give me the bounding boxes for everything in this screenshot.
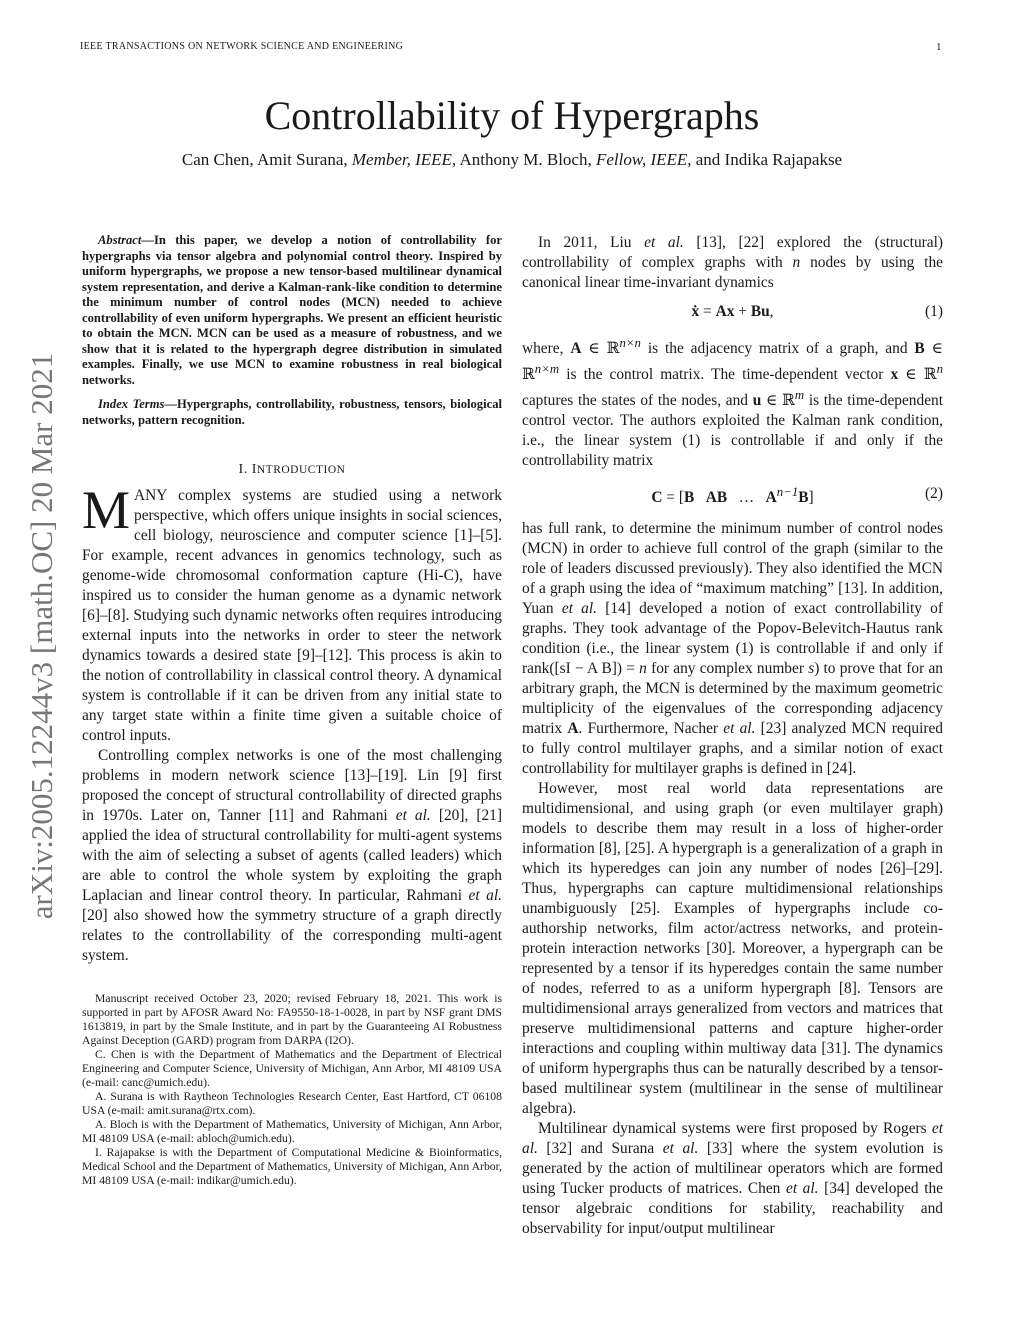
right-paragraph-2: where, A ∈ ℝ$^{n\times n}$ is the adjacency matrix of a graph, and B ∈ ℝ$^{n\times m}$ is the control matrix. The time-dependent vector x ∈ ℝ$^n$ captures the states of the nodes, and u ∈ ℝ$^m$ is the time-dependent control vector. The authors exploited the Kalman rank condition, i.e., the linear system (1) is controllable if and only if the controllability matrix (522, 336, 943, 470)
index-terms-text: —Hypergraphs, controllability, robustness, tensors, biological networks, pattern recognition. (82, 397, 502, 427)
index-terms-label: Index Terms (98, 397, 165, 411)
equation-2: C = [B AB … $A^{n-1}B$] (2) (651, 485, 943, 507)
right-column (522, 233, 943, 1239)
footnote-manuscript: Manuscript received October 23, 2020; revised February 18, 2021. This work is supported in part by AFOSR Award No: FA9550-18-1-0028, in part by NSF grant DMS 1613819, in part by the Smale Institute, and in part by the Guaranteeing AI Robustness Against Deception (GARD) program from DARPA (I2O). (82, 992, 502, 1047)
section-heading-introduction: I. INTRODUCTION (238, 462, 346, 477)
left-column (82, 233, 502, 1188)
right-paragraph-5: Multilinear dynamical systems were first proposed by Rogers et al. [32] and Surana et al. [33] where the system evolution is generated by the action of multilinear operators which are formed using Tucker products of matrices. Chen et al. [34] developed the tensor algebraic conditions for stability, reachability and observability for input/output multilinear (522, 1120, 944, 1238)
footnote-surana: A. Surana is with Raytheon Technologies Research Center, East Hartford, CT 06108 USA (e-mail: amit.surana@rtx.com). (82, 1090, 502, 1117)
author-role2: Fellow, IEEE, (595, 150, 692, 169)
right-paragraph-3: has full rank, to determine the minimum number of control nodes (MCN) in order to achieve full control of the graph (similar to the role of leaders discussed previously). They also identified the MCN of a graph using the idea of “maximum matching” [13]. In addition, Yuan et al. [14] developed a notion of exact controllability of graphs. They took advantage of the Popov-Belevitch-Hautus rank condition (i.e., the linear system (1) is controllable if and only if rank([sI − A B]) = n for any complex number s) to prove that for an arbitrary graph, the MCN is determined by the maximum geometric multiplicity of the eigenvalues of the corresponding adjacency matrix A. Furthermore, Nacher et al. [23] analyzed MCN required to fully control multilayer graphs, and a similar notion of exact controllability for multilayer graphs is defined in [24]. (522, 520, 944, 778)
index-terms (82, 397, 502, 428)
author-role1: Member, IEEE, (351, 150, 457, 169)
paper-title: Controllability of Hypergraphs (264, 93, 760, 138)
footnotes (82, 992, 502, 1188)
equation-1: ẋ = Ax + Bu, (1) (691, 303, 943, 320)
intro-paragraph-2: Controlling complex networks is one of the most challenging problems in modern network science [13]–[19]. Lin [9] first proposed the concept of structural controllability of directed graphs in 1970s. Later on, Tanner [11] and Rahmani et al. [20], [21] applied the idea of structural controllability for multi-agent systems with the aim of selecting a subset of agents (called leaders) which are able to control the whole system by exploiting the graph Laplacian and linear control theory. In particular, Rahmani et al. [20] also showed how the symmetry structure of a graph directly relates to the controllability of the corresponding multi-agent system. (82, 747, 503, 964)
abstract-text: —In this paper, we develop a notion of controllability for hypergraphs via tensor algebra and polynomial control theory. Inspired by uniform hypergraphs, we propose a new tensor-based multilinear dynamical system representation, and derive a Kalman-rank-like condition to determine the minimum number of control nodes (MCN) needed to achieve controllability of even uniform hypergraphs. We present an efficient heuristic to obtain the MCN. MCN can be used as a measure of robustness, and we show that it is related to the hypergraph degree distribution in simulated examples. Finally, we use MCN to examine robustness in real biological networks. (82, 233, 502, 387)
footnote-rajapakse: I. Rajapakse is with the Department of Computational Medicine & Bioinformatics, Medical School and the Department of Mathematics, University of Michigan, Ann Arbor, MI 48109 USA (e-mail: indikar@umich.edu). (82, 1146, 502, 1187)
authors-part2: Anthony M. Bloch, (459, 150, 592, 169)
right-paragraph-1: In 2011, Liu et al. [13], [22] explored the (structural) controllability of complex graphs with n nodes by using the canonical linear time-invariant dynamics (522, 234, 944, 291)
intro-paragraph-1: MANY complex systems are studied using a network perspective, which offers unique insights in social sciences, cell biology, neuroscience and computer science [1]–[5]. For example, recent advances in genomics technology, such as genome-wide chromosomal conformation capture (Hi-C), have inspired us to consider the human genome as a dynamic network [6]–[8]. Studying such dynamic networks often requires introducing external inputs into the networks in order to steer the network dynamics towards a desired state [9]–[12]. This process is akin to the notion of controllability in classical control theory. A dynamical system is controllable if it can be driven from any initial state to any target state within a finite time given a suitable choice of control inputs. (82, 480, 502, 744)
authors-part1: Can Chen, Amit Surana, (181, 150, 348, 169)
drop-cap: M (82, 480, 131, 540)
right-paragraph-4: However, most real world data representations are multidimensional, and using graph (or even multilayer graph) models to describe them may result in a loss of higher-order information [8], [25]. A hypergraph is a generalization of a graph in which its hyperedges can join any number of nodes [26]–[29]. Thus, hypergraphs can capture multidimensional relationships unambiguously [25]. Examples of hypergraphs include co-authorship networks, film actor/actress networks, and protein-protein interaction networks [30]. Moreover, a hypergraph can be represented by a tensor if its hyperedges contain the same number of nodes, referred to as a uniform hypergraph [8]. Tensors are multidimensional arrays generalized from vectors and matrices that preserve multidimensional patterns and capture higher-order interactions and coupling within multiway data [31]. The dynamics of uniform hypergraphs thus can be naturally described by a tensor-based multilinear system (multilinear in the sense of multilinear algebra). (522, 780, 943, 1118)
arxiv-stamp: arXiv:2005.12244v3 [math.OC] 20 Mar 2021 (24, 352, 59, 920)
abstract (82, 233, 502, 388)
running-header: IEEE TRANSACTIONS ON NETWORK SCIENCE AND ENGINEERING (80, 41, 404, 52)
authors-part3: and Indika Rajapakse (695, 150, 843, 169)
equation-2-number: (2) (925, 485, 943, 503)
author-line (0, 150, 1024, 170)
abstract-label: Abstract (98, 233, 142, 247)
footnote-chen: C. Chen is with the Department of Mathematics and the Department of Electrical Engineering and Computer Science, University of Michigan, Ann Arbor, MI 48109 USA (e-mail: canc@umich.edu). (82, 1048, 502, 1089)
page-number: 1 (936, 41, 942, 53)
equation-1-number: (1) (925, 303, 943, 320)
introduction-body (82, 480, 503, 966)
footnote-bloch: A. Bloch is with the Department of Mathematics, University of Michigan, Ann Arbor, MI 48109 USA (e-mail: abloch@umich.edu). (82, 1118, 502, 1145)
